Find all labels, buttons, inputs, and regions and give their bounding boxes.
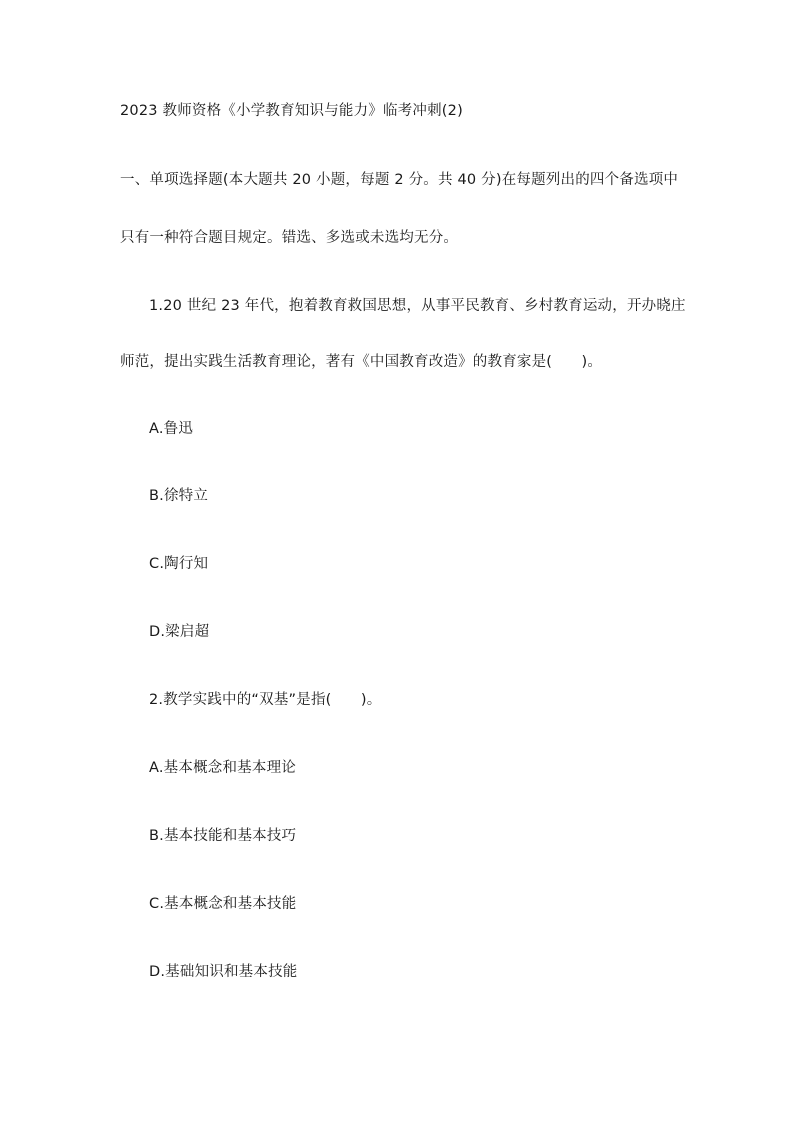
section-heading-line-2: 只有一种符合题目规定。错选、多选或未选均无分。 — [120, 230, 459, 246]
question-2-option-d: D.基础知识和基本技能 — [149, 964, 298, 980]
question-1-stem-line-2: 师范，提出实践生活教育理论，著有《中国教育改造》的教育家是( )。 — [120, 354, 603, 370]
question-2-option-b: B.基本技能和基本技巧 — [149, 828, 297, 844]
question-1-option-d: D.梁启超 — [149, 624, 210, 640]
section-heading-line-1: 一、单项选择题(本大题共 20 小题，每题 2 分。共 40 分)在每题列出的四个备选项中 — [120, 172, 679, 188]
question-2-stem: 2.教学实践中的“双基”是指( )。 — [149, 692, 382, 708]
question-1-option-b: B.徐特立 — [149, 488, 209, 504]
question-1-stem-line-1: 1.20 世纪 23 年代，抱着教育救国思想，从事平民教育、乡村教育运动，开办晓庄 — [149, 298, 686, 314]
question-1-option-c: C.陶行知 — [149, 556, 209, 572]
question-1-option-a: A.鲁迅 — [149, 421, 194, 437]
document-title: 2023 教师资格《小学教育知识与能力》临考冲刺(2) — [120, 103, 463, 119]
question-2-option-a: A.基本概念和基本理论 — [149, 760, 296, 776]
question-2-option-c: C.基本概念和基本技能 — [149, 896, 297, 912]
